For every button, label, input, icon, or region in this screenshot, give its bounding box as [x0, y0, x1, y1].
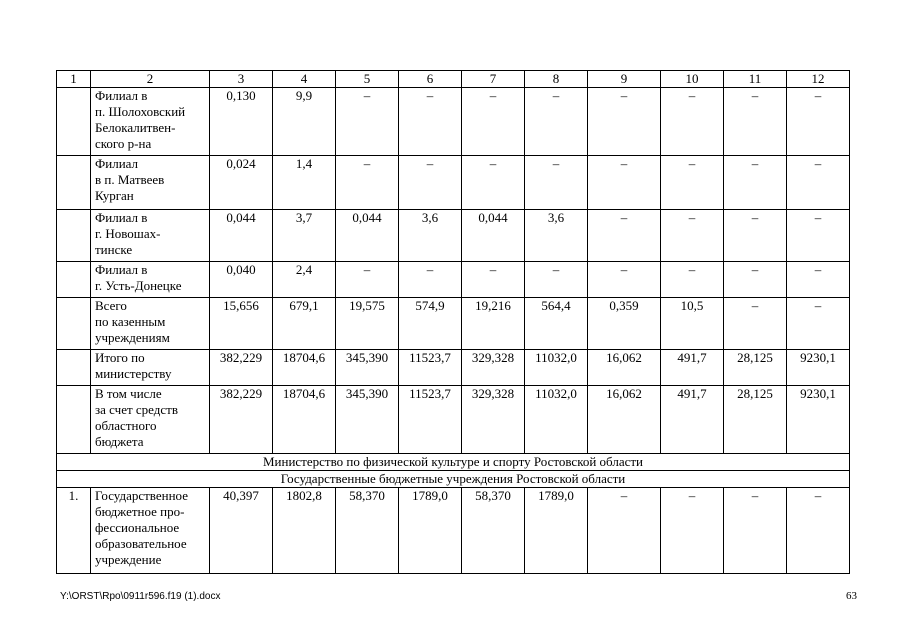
value-cell: – — [588, 488, 661, 574]
column-header: 1 — [57, 71, 91, 88]
value-cell: – — [787, 156, 850, 210]
column-header: 4 — [273, 71, 336, 88]
value-cell: – — [724, 488, 787, 574]
column-header: 9 — [588, 71, 661, 88]
value-cell: 11032,0 — [525, 350, 588, 386]
table-row — [57, 350, 850, 386]
table-row — [57, 386, 850, 454]
value-cell: 491,7 — [661, 350, 724, 386]
section-institutions-row-title: Государственные бюджетные учреждения Ростовской области — [57, 471, 850, 488]
value-cell: 574,9 — [399, 298, 462, 350]
value-cell: – — [661, 88, 724, 156]
column-header: 11 — [724, 71, 787, 88]
value-cell: 1,4 — [273, 156, 336, 210]
value-cell: 0,040 — [210, 262, 273, 298]
table-row — [57, 88, 850, 156]
value-cell: – — [462, 156, 525, 210]
row-name-cell: Итого по министерству — [91, 350, 210, 386]
value-cell: 329,328 — [462, 350, 525, 386]
value-cell: 0,044 — [336, 210, 399, 262]
value-cell: 3,6 — [399, 210, 462, 262]
value-cell: – — [462, 88, 525, 156]
value-cell: – — [787, 262, 850, 298]
value-cell: – — [336, 88, 399, 156]
section-ministry-row — [57, 454, 850, 471]
row-number-cell — [57, 386, 91, 454]
value-cell: 11523,7 — [399, 386, 462, 454]
table-row — [57, 488, 850, 574]
value-cell: 58,370 — [462, 488, 525, 574]
value-cell: – — [588, 262, 661, 298]
value-cell: 1789,0 — [525, 488, 588, 574]
table-header-row — [57, 71, 850, 88]
value-cell: 564,4 — [525, 298, 588, 350]
value-cell: 15,656 — [210, 298, 273, 350]
column-header: 6 — [399, 71, 462, 88]
value-cell: – — [462, 262, 525, 298]
value-cell: 40,397 — [210, 488, 273, 574]
page-number: 63 — [846, 590, 857, 602]
value-cell: 0,024 — [210, 156, 273, 210]
value-cell: 0,044 — [210, 210, 273, 262]
value-cell: 19,575 — [336, 298, 399, 350]
table-row — [57, 262, 850, 298]
section-institutions-row — [57, 471, 850, 488]
value-cell: 679,1 — [273, 298, 336, 350]
row-name-cell: В том числе за счет средств областного бюджета — [91, 386, 210, 454]
value-cell: 491,7 — [661, 386, 724, 454]
column-header: 12 — [787, 71, 850, 88]
row-name-cell: Государственное бюджетное про- фессиональное образовательное учреждение — [91, 488, 210, 574]
column-header: 3 — [210, 71, 273, 88]
row-number-cell — [57, 156, 91, 210]
section-ministry-row-title: Министерство по физической культуре и спорту Ростовской области — [57, 454, 850, 471]
column-header: 5 — [336, 71, 399, 88]
value-cell: 28,125 — [724, 386, 787, 454]
row-number-cell — [57, 210, 91, 262]
value-cell: – — [787, 298, 850, 350]
value-cell: – — [399, 88, 462, 156]
value-cell: – — [661, 262, 724, 298]
value-cell: 2,4 — [273, 262, 336, 298]
table-row — [57, 298, 850, 350]
value-cell: – — [588, 210, 661, 262]
column-header: 8 — [525, 71, 588, 88]
value-cell: – — [336, 156, 399, 210]
value-cell: 1789,0 — [399, 488, 462, 574]
value-cell: 0,044 — [462, 210, 525, 262]
column-header: 10 — [661, 71, 724, 88]
table-row — [57, 210, 850, 262]
value-cell: – — [787, 88, 850, 156]
value-cell: – — [661, 210, 724, 262]
value-cell: – — [588, 88, 661, 156]
value-cell: 382,229 — [210, 386, 273, 454]
row-name-cell: Филиал в п. Шолоховский Белокалитвен- ского р-на — [91, 88, 210, 156]
row-number-cell — [57, 262, 91, 298]
value-cell: 19,216 — [462, 298, 525, 350]
value-cell: 3,6 — [525, 210, 588, 262]
value-cell: 16,062 — [588, 350, 661, 386]
value-cell: 9230,1 — [787, 350, 850, 386]
row-number-cell: 1. — [57, 488, 91, 574]
value-cell: – — [724, 298, 787, 350]
value-cell: 10,5 — [661, 298, 724, 350]
value-cell: – — [399, 156, 462, 210]
row-name-cell: Филиал в г. Усть-Донецке — [91, 262, 210, 298]
value-cell: – — [724, 88, 787, 156]
value-cell: 18704,6 — [273, 350, 336, 386]
value-cell: 382,229 — [210, 350, 273, 386]
value-cell: 9,9 — [273, 88, 336, 156]
value-cell: 11523,7 — [399, 350, 462, 386]
value-cell: 345,390 — [336, 386, 399, 454]
value-cell: 9230,1 — [787, 386, 850, 454]
value-cell: – — [724, 156, 787, 210]
value-cell: 1802,8 — [273, 488, 336, 574]
row-number-cell — [57, 298, 91, 350]
value-cell: – — [787, 210, 850, 262]
column-header: 2 — [91, 71, 210, 88]
row-name-cell: Всего по казенным учреждениям — [91, 298, 210, 350]
value-cell: 345,390 — [336, 350, 399, 386]
value-cell: 16,062 — [588, 386, 661, 454]
value-cell: 58,370 — [336, 488, 399, 574]
row-name-cell: Филиал в п. Матвеев Курган — [91, 156, 210, 210]
row-number-cell — [57, 88, 91, 156]
value-cell: – — [399, 262, 462, 298]
value-cell: 0,359 — [588, 298, 661, 350]
value-cell: 3,7 — [273, 210, 336, 262]
row-name-cell: Филиал в г. Новошах- тинске — [91, 210, 210, 262]
column-header: 7 — [462, 71, 525, 88]
value-cell: – — [724, 210, 787, 262]
value-cell: 329,328 — [462, 386, 525, 454]
value-cell: 28,125 — [724, 350, 787, 386]
value-cell: – — [661, 488, 724, 574]
value-cell: – — [336, 262, 399, 298]
value-cell: – — [525, 88, 588, 156]
data-table — [56, 70, 850, 574]
value-cell: 18704,6 — [273, 386, 336, 454]
value-cell: – — [588, 156, 661, 210]
value-cell: – — [525, 156, 588, 210]
footer-file-path: Y:\ORST\Rpo\0911r596.f19 (1).docx — [60, 591, 221, 602]
value-cell: 11032,0 — [525, 386, 588, 454]
value-cell: – — [787, 488, 850, 574]
value-cell: – — [661, 156, 724, 210]
value-cell: – — [525, 262, 588, 298]
table-row — [57, 156, 850, 210]
value-cell: 0,130 — [210, 88, 273, 156]
row-number-cell — [57, 350, 91, 386]
value-cell: – — [724, 262, 787, 298]
